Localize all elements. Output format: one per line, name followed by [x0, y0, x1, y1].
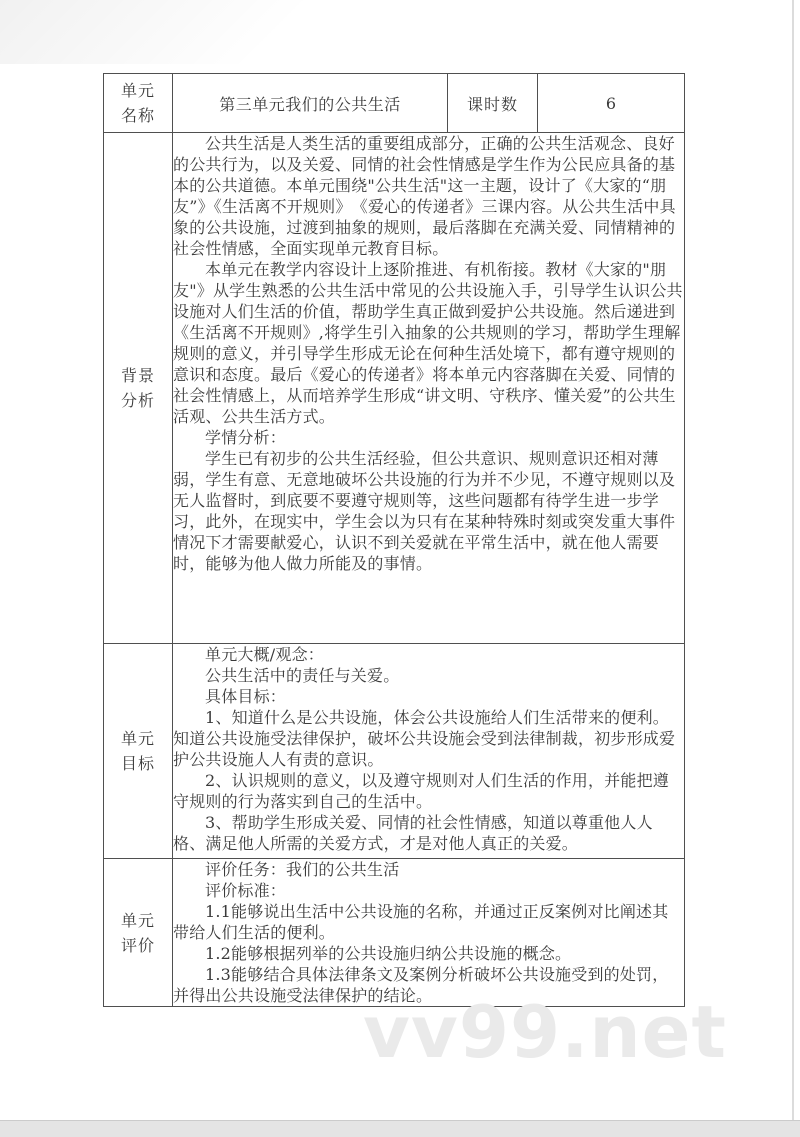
unit-goals-row [104, 644, 685, 859]
paragraph: 学情分析： [205, 428, 287, 447]
unit-goals-label-cell [104, 644, 173, 859]
unit-evaluation-row [104, 859, 685, 1007]
background-analysis-label-cell [104, 133, 173, 644]
unit-name-label: 单元名称 [120, 81, 155, 125]
page-right-edge [792, 0, 794, 1122]
paragraph: 2、认识规则的意义，以及遵守规则对人们生活的作用，并能把遵守规则的行为落实到自己的生活中。 [173, 771, 669, 811]
paragraph: 1.1能够说出生活中公共设施的名称，并通过正反案例对比阐述其带给人们生活的便利。 [173, 902, 669, 942]
paragraph: 单元大概/观念： [205, 645, 324, 664]
paragraph: 评价任务：我们的公共生活 [205, 860, 400, 879]
unit-evaluation-label: 单元评价 [120, 910, 155, 955]
paragraph: 公共生活中的责任与关爱。 [205, 666, 400, 685]
unit-plan-table [103, 73, 685, 1007]
paragraph: 评价标准： [205, 881, 287, 900]
unit-evaluation-label-cell [104, 859, 173, 1007]
page-bottom-strip [0, 1121, 800, 1137]
paragraph: 学生已有初步的公共生活经验，但公共意识、规则意识还相对薄弱，学生有意、无意地破坏公共设施的行为并不少见，不遵守规则以及无人监督时，到底要不要遵守规则等，这些问题都有待学生进一步学习，此外，在现实中，学生会以为只有在某种特殊时刻或突发重大事件情况下才需要献爱心，认识不到关爱就在平常生活中，就在他人需要时，能够为他人做力所能及的事情。 [173, 449, 676, 573]
watermark-text: vv99.net [363, 990, 727, 1074]
scan-shadow-top [0, 0, 420, 64]
class-hours-label: 课时数 [448, 74, 538, 133]
background-analysis-label: 背景分析 [120, 366, 155, 410]
unit-evaluation-content [173, 859, 685, 1007]
background-analysis-content [173, 133, 685, 644]
unit-goals-content [173, 644, 685, 859]
paragraph: 具体目标： [205, 687, 287, 706]
paragraph: 1、知道什么是公共设施，体会公共设施给人们生活带来的便利。知道公共设施受法律保护，破坏公共设施会受到法律制裁，初步形成爱护公共设施人人有责的意识。 [173, 708, 676, 769]
unit-goals-label: 单元目标 [120, 729, 155, 773]
paragraph: 公共生活是人类生活的重要组成部分，正确的公共生活观念、良好的公共行为，以及关爱、同情的社会性情感是学生作为公民应具备的基本的公共道德。本单元围绕"公共生活"这一主题，设计了《大家的“朋友”》《生活离不开规则》 《爱心的传递者》三课内容。从公共生活中具象的公共设施，过渡到抽象的规则，最后落脚在充满关爱、同情精神的社会性情感，全面实现单元教育目标。 [173, 134, 676, 258]
table-header-row [104, 74, 685, 133]
paragraph: 3、帮助学生形成关爱、同情的社会性情感，知道以尊重他人人格、满足他人所需的关爱方式，才是对他人真正的关爱。 [173, 813, 653, 853]
paragraph: 1.2能够根据列举的公共设施归纳公共设施的概念。 [205, 944, 572, 963]
unit-name-label-cell [104, 74, 173, 133]
paragraph: 1.3能够结合具体法律条文及案例分析破坏公共设施受到的处罚，并得出公共设施受法律保护的结论。 [173, 965, 669, 1005]
background-analysis-row [104, 133, 685, 644]
unit-name-value: 第三单元我们的公共生活 [173, 74, 448, 133]
paragraph: 本单元在教学内容设计上逐阶推进、有机衔接。教材《大家的"朋友"》从学生熟悉的公共生活中常见的公共设施入手，引导学生认识公共设施对人们生活的价值，帮助学生真正做到爱护公共设施。然后递进到《生活离不开规则》,将学生引入抽象的公共规则的学习，帮助学生理解规则的意义，并引导学生形成无论在何种生活处境下，都有遵守规则的意识和态度。最后《爱心的传递者》将本单元内容落脚在关爱、同情的社会性情感上，从而培养学生形成“讲文明、守秩序、懂关爱”的公共生活观、公共生活方式。 [173, 260, 683, 426]
class-hours-value: 6 [538, 74, 685, 133]
